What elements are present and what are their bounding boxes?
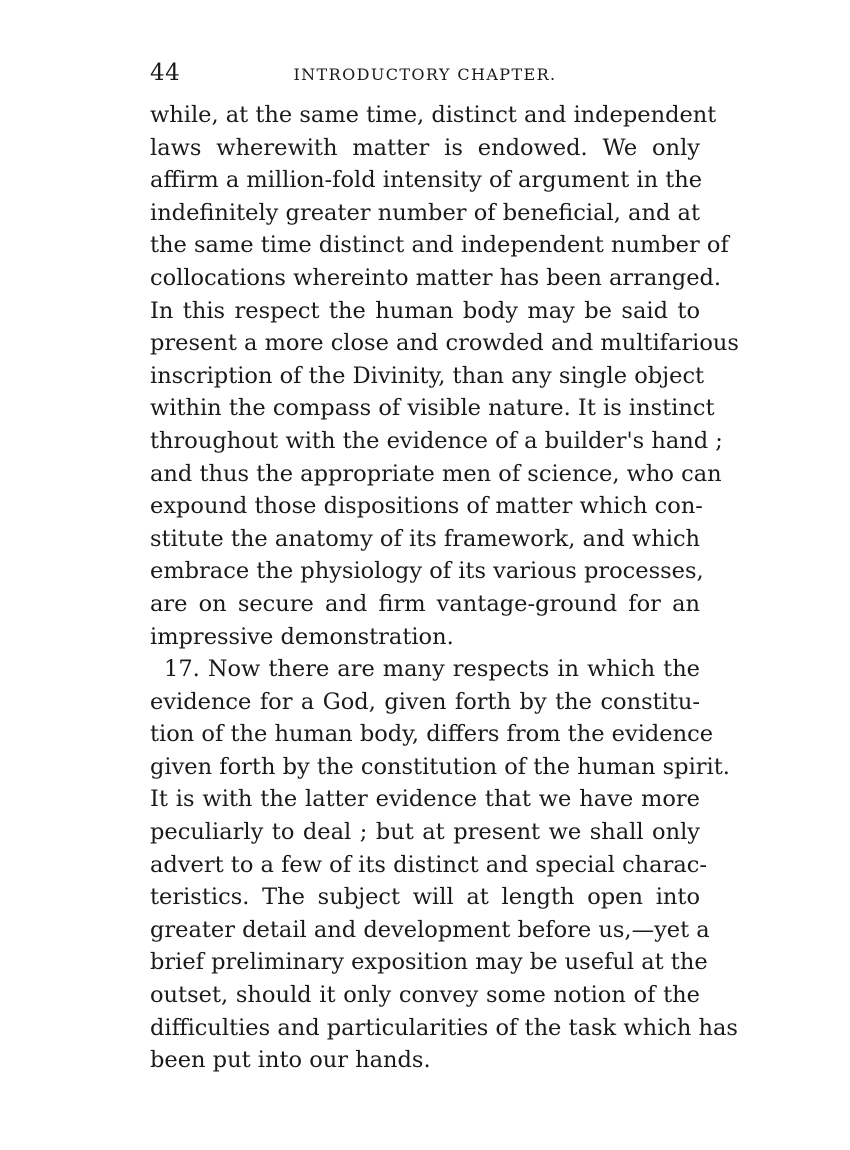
text-line: laws wherewith matter is endowed. We only [150,134,700,161]
text-line: peculiarly to deal ; but at present we shall only [150,819,700,846]
text-line: outset, should it only convey some notion of the [150,982,700,1009]
text-line: evidence for a God, given forth by the constitu- [150,688,700,715]
text-line: brief preliminary exposition may be useful at the [150,949,708,976]
paragraph-end-line: impressive demonstration. [150,623,454,650]
text-line: affirm a million-fold intensity of argument in the [150,167,703,194]
text-line: difficulties and particularities of the task which has [150,1014,738,1041]
text-line: within the compass of visible nature. It is instinct [150,395,715,422]
paragraph-end-line: been put into our hands. [150,1047,431,1074]
paragraph-start-line: 17. Now there are many respects in which the [164,656,700,683]
text-line: embrace the physiology of its various processes, [150,558,704,585]
text-line: It is with the latter evidence that we have more [150,786,700,813]
text-line: present a more close and crowded and multifarious [150,330,739,357]
body-text [150,99,739,1077]
text-line: are on secure and firm vantage-ground for an [150,590,700,617]
running-head [150,60,700,90]
text-line: and thus the appropriate men of science, who can [150,460,722,487]
page-number: 44 [150,60,181,86]
text-line: inscription of the Divinity, than any single object [150,362,705,389]
text-line: expound those dispositions of matter which con- [150,493,703,520]
text-line: collocations whereinto matter has been arranged. [150,264,722,291]
text-line: tion of the human body, differs from the evidence [150,721,714,748]
text-line: throughout with the evidence of a builder's hand ; [150,427,723,454]
text-line: given forth by the constitution of the human spirit. [150,753,730,780]
text-line: stitute the anatomy of its framework, and which [150,525,701,552]
text-line: teristics. The subject will at length open into [150,884,700,911]
running-title: INTRODUCTORY CHAPTER. [293,65,557,84]
text-line: while, at the same time, distinct and independent [150,102,717,128]
text-line: In this respect the human body may be said to [150,297,700,324]
text-line: advert to a few of its distinct and special charac- [150,851,707,878]
text-line: indefinitely greater number of beneficial, and at [150,199,700,226]
text-line: the same time distinct and independent number of [150,232,729,259]
text-line: greater detail and development before us,—yet a [150,916,710,943]
